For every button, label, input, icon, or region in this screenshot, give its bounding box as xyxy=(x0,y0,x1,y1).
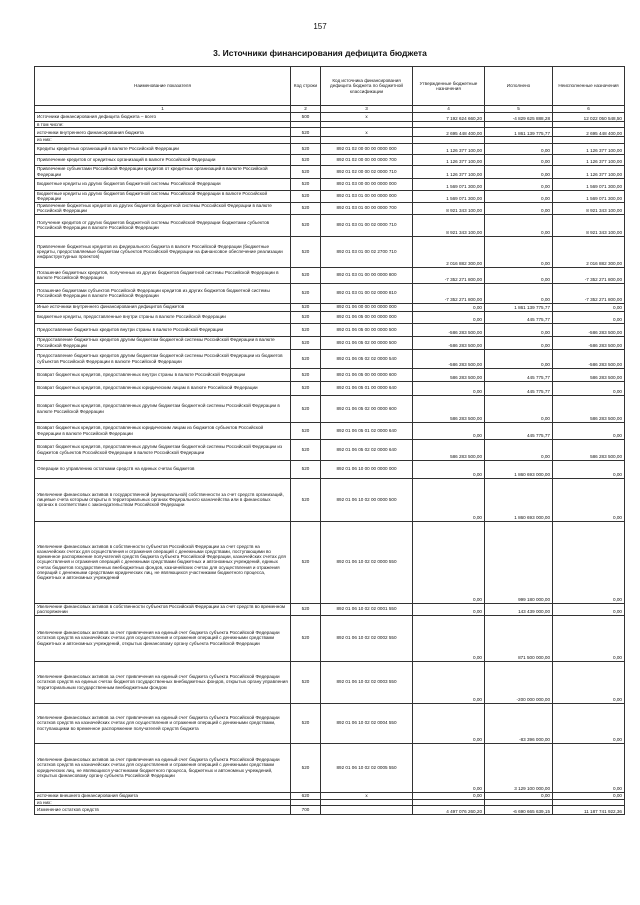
row-executed: 1 861 139 775,77 xyxy=(485,303,553,311)
table-row xyxy=(35,190,625,202)
row-kbk: x xyxy=(321,128,413,137)
row-approved: 0,00 xyxy=(413,478,485,521)
row-executed: 0,00 xyxy=(485,178,553,190)
row-approved: 0,00 xyxy=(413,615,485,661)
row-approved: 2 695 448 400,00 xyxy=(413,128,485,137)
row-remaining: -7 352 271 800,00 xyxy=(553,283,625,303)
table-row xyxy=(35,202,625,214)
table-row xyxy=(35,349,625,368)
row-name: Возврат бюджетных кредитов, предоставленных внутри страны в валюте Российской Федерации xyxy=(35,368,291,381)
row-name: Возврат бюджетных кредитов, предоставленных другим бюджетам бюджетной системы Российской Федерации в валюте Российской Федерации xyxy=(35,395,291,422)
row-code: 520 xyxy=(291,128,321,137)
row-approved: 2 016 882 300,00 xyxy=(413,236,485,267)
row-kbk: 892 01 06 05 00 00 0000 000 xyxy=(321,311,413,323)
row-remaining: -586 283 500,00 xyxy=(553,349,625,368)
header-name: Наименование показателя xyxy=(35,67,291,106)
row-executed: 3 129 100 000,00 xyxy=(485,743,553,792)
row-executed: 0,00 xyxy=(485,792,553,799)
row-code: 520 xyxy=(291,178,321,190)
row-code: 520 xyxy=(291,267,321,283)
table-header-row xyxy=(35,67,625,106)
table-row xyxy=(35,113,625,122)
table-row xyxy=(35,323,625,336)
row-remaining: 586 283 500,00 xyxy=(553,439,625,460)
row-name: Привлечение бюджетных кредитов из федерального бюджета в валюте Российской Федерации (бюджетные кредиты, предоставляемые бюджетам субъектов Российской Федерации на финансовое обеспечение реализации инфраструктурных проектов) xyxy=(35,236,291,267)
row-remaining: 1 569 071 300,00 xyxy=(553,190,625,202)
row-name: Предоставление бюджетных кредитов внутри страны в валюте Российской Федерации xyxy=(35,323,291,336)
row-code: 520 xyxy=(291,202,321,214)
row-code: 520 xyxy=(291,143,321,154)
row-executed: 445 775,77 xyxy=(485,368,553,381)
row-kbk: 892 01 06 10 02 00 0000 500 xyxy=(321,478,413,521)
row-name: Бюджетные кредиты из других бюджетов бюджетной системы Российской Федерации xyxy=(35,178,291,190)
header-approved: Утвержденные бюджетные назначения xyxy=(413,67,485,106)
table-row xyxy=(35,805,625,814)
row-executed: 0,00 xyxy=(485,283,553,303)
row-kbk: 892 01 06 10 02 02 0005 550 xyxy=(321,743,413,792)
table-row xyxy=(35,478,625,521)
row-kbk: 892 01 06 00 00 00 0000 000 xyxy=(321,303,413,311)
row-approved: 1 126 377 100,00 xyxy=(413,143,485,154)
row-approved: 586 283 500,00 xyxy=(413,395,485,422)
row-executed: 0,00 xyxy=(485,154,553,165)
row-code: 520 xyxy=(291,703,321,743)
row-kbk xyxy=(321,805,413,814)
row-approved: 8 921 343 100,00 xyxy=(413,214,485,236)
row-code: 520 xyxy=(291,615,321,661)
table-row xyxy=(35,214,625,236)
table-row xyxy=(35,311,625,323)
row-remaining: 8 921 343 100,00 xyxy=(553,214,625,236)
row-name: Иные источники внутреннего финансирования дефицитов бюджетов xyxy=(35,303,291,311)
row-kbk: 892 01 06 05 02 00 0000 500 xyxy=(321,336,413,349)
row-name: Увеличение финансовых активов за счет привлечения на единый счет бюджета субъекта Российской Федерации остатков средств на казначейских счетах для осуществления и отражения операций с денежными средствами бюджетных и автономных учреждений, открытых финансовому органу субъекта Российской Федерации xyxy=(35,615,291,661)
row-name: Предоставление бюджетных кредитов другим бюджетам бюджетной системы Российской Федерации в валюте Российской Федерации xyxy=(35,336,291,349)
row-name: Возврат бюджетных кредитов, предоставленных юридическим лицам в валюте Российской Федерации xyxy=(35,381,291,395)
row-executed: 0,00 xyxy=(485,214,553,236)
row-approved: 0,00 xyxy=(413,661,485,703)
row-name: Увеличение финансовых активов в собственности субъектов Российской Федерации за счет средств на казначейских счетах для осуществления и отражения операций с денежными средствами, поступающими во временное распоряжение получателей средств бюджета субъекта Российской Федерации, казначейских счетах для осуществления и отражения операций с денежными средствами бюджетных и автономных учреждений, единых счетах бюджетов государственных внебюджетных фондов, казначейских счетах для осуществления и отражения операций с денежными средствами юридических лиц, не являющихся участниками бюджетного процесса, бюджетных и автономных учреждений xyxy=(35,521,291,603)
row-name: Возврат бюджетных кредитов, предоставленных юридическим лицам из бюджетов субъектов Российской Федерации в валюте Российской Федерации xyxy=(35,422,291,439)
row-code: 520 xyxy=(291,603,321,615)
column-number: 3 xyxy=(321,106,413,113)
row-code: 520 xyxy=(291,439,321,460)
row-kbk: 892 01 03 00 00 00 0000 000 xyxy=(321,178,413,190)
row-executed: 0,00 xyxy=(485,190,553,202)
row-code: 700 xyxy=(291,805,321,814)
row-name: Источники финансирования дефицита бюджета – всего xyxy=(35,113,291,122)
row-executed: -83 396 000,00 xyxy=(485,703,553,743)
row-remaining: -586 283 500,00 xyxy=(553,336,625,349)
row-code: 520 xyxy=(291,368,321,381)
table-row xyxy=(35,521,625,603)
page-number: 157 xyxy=(313,22,327,31)
table-row xyxy=(35,267,625,283)
row-remaining: 0,00 xyxy=(553,311,625,323)
table-row xyxy=(35,603,625,615)
row-approved: 0,00 xyxy=(413,603,485,615)
table-row xyxy=(35,165,625,178)
table-row xyxy=(35,395,625,422)
row-kbk: 892 01 02 00 00 00 0000 700 xyxy=(321,154,413,165)
row-kbk: 892 01 06 10 00 00 0000 000 xyxy=(321,460,413,478)
row-remaining: 0,00 xyxy=(553,422,625,439)
row-executed: 0,00 xyxy=(485,439,553,460)
row-name: Увеличение финансовых активов за счет привлечения на единый счет бюджета субъекта Российской Федерации остатков средств на казначейских счетах для осуществления и отражения операций с денежными средствами, поступающими во временное распоряжение получателей средств бюджета xyxy=(35,703,291,743)
row-code: 520 xyxy=(291,349,321,368)
row-executed: 1 860 693 000,00 xyxy=(485,460,553,478)
row-remaining: -7 352 271 800,00 xyxy=(553,267,625,283)
row-remaining: 11 187 741 922,36 xyxy=(553,805,625,814)
row-name: Увеличение финансовых активов за счет привлечения на единый счет бюджета субъекта Российской Федерации остатков средств на единых счетах бюджетов государственных внебюджетных фондов, открытых органу управления территориальным государственным внебюджетным фондом xyxy=(35,661,291,703)
row-approved: 0,00 xyxy=(413,703,485,743)
row-approved: 4 497 076 260,20 xyxy=(413,805,485,814)
row-executed: 0,00 xyxy=(485,323,553,336)
table-row xyxy=(35,336,625,349)
row-code: 500 xyxy=(291,113,321,122)
row-executed: 999 180 000,00 xyxy=(485,521,553,603)
row-name: Погашение бюджетных кредитов, полученных из других бюджетов бюджетной системы Российской Федерации в валюте Российской Федерации xyxy=(35,267,291,283)
row-name: Получение кредитов от других бюджетов бюджетной системы Российской Федерации бюджетами субъектов Российской Федерации в валюте Российской Федерации xyxy=(35,214,291,236)
row-name: Изменение остатков средств xyxy=(35,805,291,814)
row-code: 520 xyxy=(291,478,321,521)
row-kbk: 892 01 03 01 00 02 2700 710 xyxy=(321,236,413,267)
row-kbk: 892 01 06 10 02 02 0003 550 xyxy=(321,661,413,703)
table-row xyxy=(35,143,625,154)
section-title: 3. Источники финансирования дефицита бюджета xyxy=(213,48,427,58)
row-code: 520 xyxy=(291,460,321,478)
row-executed: 0,00 xyxy=(485,336,553,349)
row-approved: 1 126 377 100,00 xyxy=(413,154,485,165)
column-number-row xyxy=(35,106,625,113)
row-remaining: 586 283 500,00 xyxy=(553,395,625,422)
table-row xyxy=(35,303,625,311)
row-approved: 0,00 xyxy=(413,422,485,439)
row-kbk: 892 01 06 05 02 00 0000 600 xyxy=(321,395,413,422)
header-remaining: Неисполненные назначения xyxy=(553,67,625,106)
row-name: Привлечение субъектами Российской Федерации кредитов от кредитных организаций в валюте Российской Федерации xyxy=(35,165,291,178)
row-code: 520 xyxy=(291,154,321,165)
row-name: Операции по управлению остатками средств на единых счетах бюджетов xyxy=(35,460,291,478)
header-executed: Исполнено xyxy=(485,67,553,106)
row-remaining: 1 126 377 100,00 xyxy=(553,165,625,178)
row-remaining: 1 126 377 100,00 xyxy=(553,143,625,154)
row-kbk: 892 01 03 01 00 00 0000 700 xyxy=(321,202,413,214)
row-remaining: 0,00 xyxy=(553,381,625,395)
row-approved: 0,00 xyxy=(413,743,485,792)
row-remaining: 0,00 xyxy=(553,303,625,311)
row-executed: 1 860 693 000,00 xyxy=(485,478,553,521)
row-remaining: 0,00 xyxy=(553,615,625,661)
row-executed: 445 775,77 xyxy=(485,311,553,323)
row-code: 520 xyxy=(291,521,321,603)
row-code: 520 xyxy=(291,214,321,236)
row-approved: 586 283 500,00 xyxy=(413,368,485,381)
row-code: 520 xyxy=(291,336,321,349)
row-remaining: 0,00 xyxy=(553,603,625,615)
row-executed: 143 439 000,00 xyxy=(485,603,553,615)
row-name: Увеличение финансовых активов за счет привлечения на единый счет бюджета субъекта Российской Федерации остатков средств на казначейских счетах для осуществления и отражения операций с денежными средствами юридических лиц, не являющихся участниками бюджетного процесса, бюджетных и автономных учреждений, открытых финансовому органу субъекта Российской Федерации xyxy=(35,743,291,792)
row-remaining: 0,00 xyxy=(553,521,625,603)
table-row xyxy=(35,283,625,303)
row-remaining: 12 022 050 548,50 xyxy=(553,113,625,122)
row-name: из них: xyxy=(35,799,291,805)
row-approved: 7 192 624 660,20 xyxy=(413,113,485,122)
row-name: Привлечение бюджетных кредитов из других бюджетов бюджетной системы Российской Федерации в валюте Российской Федерации xyxy=(35,202,291,214)
row-remaining: 8 921 343 100,00 xyxy=(553,202,625,214)
table-row xyxy=(35,460,625,478)
row-kbk: 892 01 06 05 00 00 0000 500 xyxy=(321,323,413,336)
row-executed: 0,00 xyxy=(485,143,553,154)
row-kbk: 892 01 02 00 00 02 0000 710 xyxy=(321,165,413,178)
row-kbk: 892 01 06 10 02 02 0000 550 xyxy=(321,521,413,603)
table-row xyxy=(35,381,625,395)
row-executed: 445 775,77 xyxy=(485,381,553,395)
row-remaining: -586 283 500,00 xyxy=(553,323,625,336)
table-row xyxy=(35,792,625,799)
row-approved: -7 352 271 800,00 xyxy=(413,283,485,303)
row-approved: 0,00 xyxy=(413,381,485,395)
column-number: 2 xyxy=(291,106,321,113)
row-code: 520 xyxy=(291,190,321,202)
row-name: в том числе: xyxy=(35,122,291,128)
header-code: Код строки xyxy=(291,67,321,106)
row-kbk: 892 01 06 10 02 02 0001 550 xyxy=(321,603,413,615)
row-executed: -6 690 665 639,15 xyxy=(485,805,553,814)
row-name: Погашение бюджетами субъектов Российской Федерации кредитов из других бюджетов бюджетной системы Российской Федерации в валюте Российской Федерации xyxy=(35,283,291,303)
table-row xyxy=(35,154,625,165)
row-remaining: 0,00 xyxy=(553,703,625,743)
table-row xyxy=(35,661,625,703)
row-approved: 8 921 343 100,00 xyxy=(413,202,485,214)
table-row xyxy=(35,703,625,743)
row-remaining: 0,00 xyxy=(553,743,625,792)
table-row xyxy=(35,368,625,381)
row-executed: 0,00 xyxy=(485,165,553,178)
row-name: Привлечение кредитов от кредитных организаций в валюте Российской Федерации xyxy=(35,154,291,165)
row-approved: 1 126 377 100,00 xyxy=(413,165,485,178)
row-kbk: 892 01 03 01 00 02 0000 710 xyxy=(321,214,413,236)
row-remaining: 2 695 448 400,00 xyxy=(553,128,625,137)
row-remaining: 1 126 377 100,00 xyxy=(553,154,625,165)
row-kbk: 892 01 06 05 02 02 0000 640 xyxy=(321,439,413,460)
row-kbk: 892 01 06 05 01 02 0000 640 xyxy=(321,422,413,439)
row-approved: -586 283 500,00 xyxy=(413,336,485,349)
row-executed: 1 861 139 775,77 xyxy=(485,128,553,137)
row-executed: 0,00 xyxy=(485,236,553,267)
row-remaining: 586 283 500,00 xyxy=(553,368,625,381)
row-kbk: 892 01 03 01 00 00 0000 000 xyxy=(321,190,413,202)
row-approved: 1 569 071 300,00 xyxy=(413,190,485,202)
table-row xyxy=(35,236,625,267)
row-remaining: 0,00 xyxy=(553,478,625,521)
row-code: 520 xyxy=(291,743,321,792)
table-row xyxy=(35,743,625,792)
row-name: источники внутреннего финансирования бюджета xyxy=(35,128,291,137)
table-row xyxy=(35,128,625,137)
row-code: 520 xyxy=(291,303,321,311)
row-remaining: 2 016 882 300,00 xyxy=(553,236,625,267)
row-kbk: x xyxy=(321,113,413,122)
column-number: 5 xyxy=(485,106,553,113)
row-remaining: 1 569 071 300,00 xyxy=(553,178,625,190)
row-executed: 0,00 xyxy=(485,267,553,283)
row-approved: 0,00 xyxy=(413,311,485,323)
row-kbk: 892 01 06 10 02 02 0002 550 xyxy=(321,615,413,661)
row-name: Кредиты кредитных организаций в валюте Российской Федерации xyxy=(35,143,291,154)
row-executed: 445 775,77 xyxy=(485,422,553,439)
row-executed: -200 000 000,00 xyxy=(485,661,553,703)
row-kbk: x xyxy=(321,792,413,799)
column-number: 4 xyxy=(413,106,485,113)
table-row xyxy=(35,615,625,661)
row-name: Бюджетные кредиты из других бюджетов бюджетной системы Российской Федерации в валюте Российской Федерации xyxy=(35,190,291,202)
row-code: 520 xyxy=(291,422,321,439)
row-approved: 1 569 071 300,00 xyxy=(413,178,485,190)
row-approved: 0,00 xyxy=(413,303,485,311)
row-name: Увеличение финансовых активов в государственной (муниципальной) собственности за счет средств организаций, лицевые счета которым открыты в территориальных органах Федерального казначейства или в финансовых органах в соответствии с законодательством Российской Федерации xyxy=(35,478,291,521)
row-approved: 0,00 xyxy=(413,460,485,478)
row-code: 520 xyxy=(291,395,321,422)
row-remaining: 0,00 xyxy=(553,661,625,703)
row-executed: 0,00 xyxy=(485,395,553,422)
row-approved: 0,00 xyxy=(413,521,485,603)
row-kbk: 892 01 06 05 00 00 0000 600 xyxy=(321,368,413,381)
row-kbk: 892 01 03 01 00 00 0000 800 xyxy=(321,267,413,283)
row-name: источники внешнего финансирования бюджета xyxy=(35,792,291,799)
row-remaining: 0,00 xyxy=(553,460,625,478)
row-code: 520 xyxy=(291,661,321,703)
row-name: Возврат бюджетных кредитов, предоставленных другим бюджетам бюджетной системы Российской Федерации из бюджетов субъектов Российской Федерации в валюте Российской Федерации xyxy=(35,439,291,460)
row-approved: -586 283 500,00 xyxy=(413,349,485,368)
table-row xyxy=(35,439,625,460)
column-number: 1 xyxy=(35,106,291,113)
row-approved: -586 283 500,00 xyxy=(413,323,485,336)
row-executed: 871 500 000,00 xyxy=(485,615,553,661)
row-kbk: 892 01 06 05 02 02 0000 540 xyxy=(321,349,413,368)
header-kbk: Код источника финансирования дефицита бюджета по бюджетной классификации xyxy=(321,67,413,106)
row-code: 520 xyxy=(291,323,321,336)
row-executed: 0,00 xyxy=(485,349,553,368)
table-row xyxy=(35,422,625,439)
row-name: из них: xyxy=(35,137,291,143)
row-code: 520 xyxy=(291,165,321,178)
row-code: 520 xyxy=(291,236,321,267)
row-code: 520 xyxy=(291,381,321,395)
row-name: Предоставление бюджетных кредитов другим бюджетам бюджетной системы Российской Федерации из бюджетов субъектов Российской Федерации в валюте Российской Федерации xyxy=(35,349,291,368)
row-kbk: 892 01 03 01 00 02 0000 810 xyxy=(321,283,413,303)
row-approved: -7 352 271 800,00 xyxy=(413,267,485,283)
table-row xyxy=(35,178,625,190)
row-code: 520 xyxy=(291,283,321,303)
row-executed: -4 829 625 888,28 xyxy=(485,113,553,122)
row-kbk: 892 01 02 00 00 00 0000 000 xyxy=(321,143,413,154)
row-kbk: 892 01 06 05 01 00 0000 640 xyxy=(321,381,413,395)
row-remaining: 0,00 xyxy=(553,792,625,799)
row-approved: 586 283 500,00 xyxy=(413,439,485,460)
row-code: 620 xyxy=(291,792,321,799)
row-name: Бюджетные кредиты, предоставленные внутри страны в валюте Российской Федерации xyxy=(35,311,291,323)
row-kbk: 892 01 06 10 02 02 0004 550 xyxy=(321,703,413,743)
column-number: 6 xyxy=(553,106,625,113)
row-executed: 0,00 xyxy=(485,202,553,214)
row-name: Увеличение финансовых активов в собственности субъектов Российской Федерации за счет средств во временном распоряжении xyxy=(35,603,291,615)
sources-table xyxy=(34,66,625,815)
row-code: 520 xyxy=(291,311,321,323)
row-approved: 0,00 xyxy=(413,792,485,799)
